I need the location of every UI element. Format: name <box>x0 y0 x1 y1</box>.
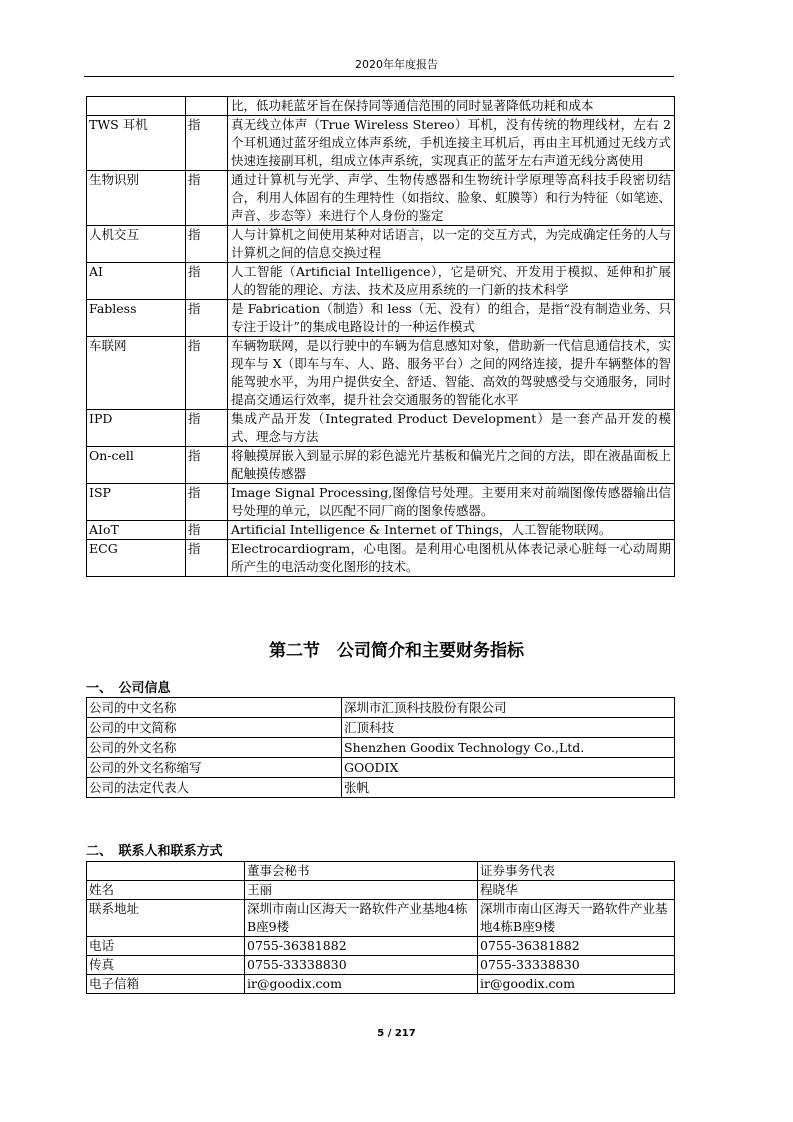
glossary-mark: 指 <box>186 540 228 577</box>
glossary-mark <box>186 97 228 116</box>
glossary-row <box>87 410 675 447</box>
glossary-definition: 人与计算机之间使用某种对话语言，以一定的交互方式，为完成确定任务的人与计算机之间的信息交换过程 <box>228 226 675 263</box>
contacts-row <box>87 975 675 994</box>
glossary-row <box>87 521 675 540</box>
contacts-rep-value: 0755-33338830 <box>478 956 675 975</box>
company-info-value: 汇顶科技 <box>342 718 675 738</box>
contacts-heading: 二、 联系人和联系方式 <box>86 844 223 859</box>
company-info-row <box>87 778 675 798</box>
glossary-row <box>87 337 675 410</box>
contacts-label: 电话 <box>87 937 245 956</box>
glossary-term: AIoT <box>87 521 186 540</box>
glossary-body <box>87 97 675 577</box>
glossary-term <box>87 97 186 116</box>
glossary-definition: Image Signal Processing,图像信号处理。主要用来对前端图像传感器输出信号处理的单元，以匹配不同厂商的图象传感器。 <box>228 484 675 521</box>
contacts-header-rep: 证券事务代表 <box>478 862 675 881</box>
glossary-mark: 指 <box>186 116 228 171</box>
contacts-secretary-value: 0755-33338830 <box>245 956 478 975</box>
company-info-value: GOODIX <box>342 758 675 778</box>
glossary-term: ISP <box>87 484 186 521</box>
contacts-table <box>86 861 675 994</box>
contacts-row <box>87 900 675 937</box>
company-info-row <box>87 738 675 758</box>
contacts-row <box>87 937 675 956</box>
glossary-row <box>87 540 675 577</box>
glossary-definition: 人工智能（Artificial Intelligence），它是研究、开发用于模拟、延伸和扩展人的智能的理论、方法、技术及应用系统的一门新的技术科学 <box>228 263 675 300</box>
page-header: 2020年年度报告 <box>355 58 438 71</box>
glossary-row <box>87 484 675 521</box>
company-info-row <box>87 698 675 718</box>
contacts-row <box>87 956 675 975</box>
glossary-definition: 比，低功耗蓝牙旨在保持同等通信范围的同时显著降低功耗和成本 <box>228 97 675 116</box>
glossary-term: On-cell <box>87 447 186 484</box>
company-info-value: 深圳市汇顶科技股份有限公司 <box>342 698 675 718</box>
glossary-row <box>87 263 675 300</box>
glossary-mark: 指 <box>186 263 228 300</box>
contacts-secretary-value: ir@goodix.com <box>245 975 478 994</box>
company-info-table <box>86 697 675 798</box>
company-info-label: 公司的中文名称 <box>87 698 342 718</box>
glossary-term: AI <box>87 263 186 300</box>
glossary-row <box>87 447 675 484</box>
company-info-row <box>87 718 675 738</box>
contacts-secretary-value: 深圳市南山区海天一路软件产业基地4栋B座9楼 <box>245 900 478 937</box>
glossary-term: IPD <box>87 410 186 447</box>
contacts-header-secretary: 董事会秘书 <box>245 862 478 881</box>
contacts-secretary-value: 0755-36381882 <box>245 937 478 956</box>
glossary-term: TWS 耳机 <box>87 116 186 171</box>
glossary-term: 人机交互 <box>87 226 186 263</box>
glossary-mark: 指 <box>186 226 228 263</box>
contacts-rep-value: ir@goodix.com <box>478 975 675 994</box>
contacts-rep-value: 深圳市南山区海天一路软件产业基地4栋B座9楼 <box>478 900 675 937</box>
glossary-row <box>87 226 675 263</box>
contacts-label: 姓名 <box>87 881 245 900</box>
company-info-body <box>87 698 675 798</box>
glossary-definition: 是 Fabrication（制造）和 less（无、没有）的组合，是指“没有制造业务、只专注于设计”的集成电路设计的一种运作模式 <box>228 300 675 337</box>
glossary-mark: 指 <box>186 171 228 226</box>
glossary-definition: Artificial Intelligence & Internet of Things，人工智能物联网。 <box>228 521 675 540</box>
company-info-label: 公司的法定代表人 <box>87 778 342 798</box>
contacts-header-empty <box>87 862 245 881</box>
glossary-term: Fabless <box>87 300 186 337</box>
company-info-heading: 一、 公司信息 <box>86 681 171 696</box>
glossary-row <box>87 171 675 226</box>
glossary-definition: Electrocardiogram，心电图。是利用心电图机从体表记录心脏每一心动周期所产生的电活动变化图形的技术。 <box>228 540 675 577</box>
glossary-definition: 通过计算机与光学、声学、生物传感器和生物统计学原理等高科技手段密切结合，利用人体固有的生理特性（如指纹、脸象、虹膜等）和行为特征（如笔迹、声音、步态等）来进行个人身份的鉴定 <box>228 171 675 226</box>
company-info-label: 公司的中文简称 <box>87 718 342 738</box>
glossary-mark: 指 <box>186 337 228 410</box>
glossary-mark: 指 <box>186 300 228 337</box>
glossary-mark: 指 <box>186 447 228 484</box>
contacts-label: 联系地址 <box>87 900 245 937</box>
company-info-value: 张帆 <box>342 778 675 798</box>
company-info-label: 公司的外文名称缩写 <box>87 758 342 778</box>
company-info-label: 公司的外文名称 <box>87 738 342 758</box>
glossary-row <box>87 116 675 171</box>
contacts-rep-value: 程晓华 <box>478 881 675 900</box>
glossary-definition: 将触摸屏嵌入到显示屏的彩色滤光片基板和偏光片之间的方法，即在液晶面板上配触摸传感器 <box>228 447 675 484</box>
glossary-definition: 真无线立体声（True Wireless Stereo）耳机，没有传统的物理线材，左右 2 个耳机通过蓝牙组成立体声系统，手机连接主耳机后，再由主耳机通过无线方式快速连接副耳机，组成立体声系统，实现真正的蓝牙左右声道无线分离使用 <box>228 116 675 171</box>
glossary-term: 生物识别 <box>87 171 186 226</box>
page-number: 5 / 217 <box>377 1028 416 1039</box>
section-title: 第二节 公司简介和主要财务指标 <box>269 641 524 661</box>
contacts-secretary-value: 王丽 <box>245 881 478 900</box>
header-divider <box>84 76 674 77</box>
company-info-row <box>87 758 675 778</box>
contacts-row <box>87 881 675 900</box>
glossary-mark: 指 <box>186 484 228 521</box>
glossary-table <box>86 96 675 577</box>
contacts-rep-value: 0755-36381882 <box>478 937 675 956</box>
contacts-label: 电子信箱 <box>87 975 245 994</box>
glossary-mark: 指 <box>186 521 228 540</box>
glossary-mark: 指 <box>186 410 228 447</box>
glossary-term: 车联网 <box>87 337 186 410</box>
glossary-definition: 集成产品开发（Integrated Product Development）是一套产品开发的模式、理念与方法 <box>228 410 675 447</box>
contacts-label: 传真 <box>87 956 245 975</box>
glossary-definition: 车辆物联网，是以行驶中的车辆为信息感知对象，借助新一代信息通信技术，实现车与 X（即车与车、人、路、服务平台）之间的网络连接，提升车辆整体的智能驾驶水平，为用户提供安全、舒适、智能、高效的驾驶感受与交通服务，同时提高交通运行效率，提升社会交通服务的智能化水平 <box>228 337 675 410</box>
glossary-row <box>87 97 675 116</box>
contacts-header-row <box>87 862 675 881</box>
glossary-row <box>87 300 675 337</box>
contacts-body <box>87 862 675 994</box>
company-info-value: Shenzhen Goodix Technology Co.,Ltd. <box>342 738 675 758</box>
glossary-term: ECG <box>87 540 186 577</box>
